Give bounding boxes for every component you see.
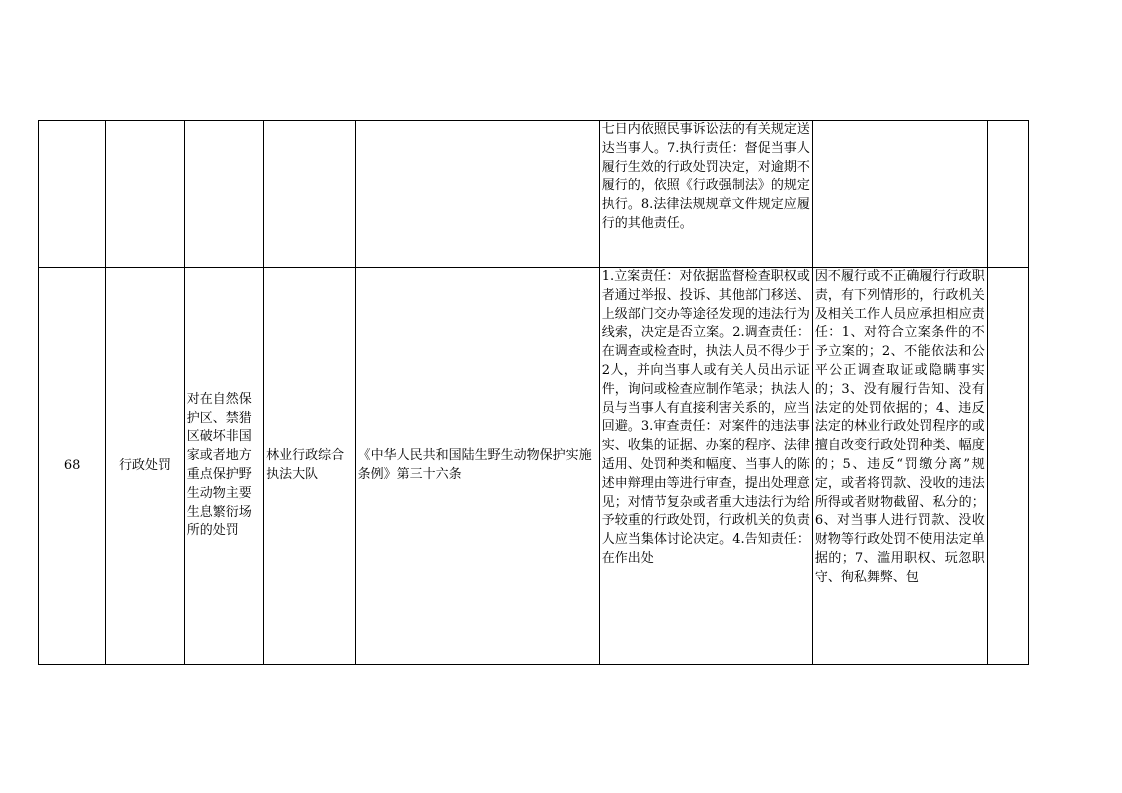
table-row-continuation [39,121,1029,268]
responsibility-list-table [38,120,1029,665]
cell-accountability: 因不履行或不正确履行行政职责，有下列情形的，行政机关及相关工作人员应承担相应责任：1、对符合立案条件的不予立案的；2、不能依法和公平公正调查取证或隐瞒事实的；3、没有履行告知、没有法定的处罚依据的；4、违反法定的林业行政处罚程序的或擅自改变行政处罚种类、幅度的；5、违反“罚缴分离”规定，或者将罚款、没收的违法所得或者财物截留、私分的；6、对当事人进行罚款、没收财物等行政处罚不使用法定单据的；7、滥用职权、玩忽职守、徇私舞弊、包 [812,268,987,665]
table-row-item-68 [39,268,1029,665]
cell-category: 行政处罚 [106,268,184,665]
cell-category [106,121,184,268]
cell-remarks [987,121,1028,268]
cell-responsibilities: 七日内依照民事诉讼法的有关规定送达当事人。7.执行责任：督促当事人履行生效的行政处罚决定，对逾期不履行的，依照《行政强制法》的规定执行。8.法律法规规章文件规定应履行的其他责任。 [599,121,812,268]
cell-legal-basis [355,121,599,268]
cell-number: 68 [39,268,106,665]
cell-number [39,121,106,268]
cell-agency: 林业行政综合执法大队 [264,268,355,665]
cell-remarks [987,268,1028,665]
cell-legal-basis: 《中华人民共和国陆生野生动物保护实施条例》第三十六条 [355,268,599,665]
cell-responsibilities: 1.立案责任：对依据监督检查职权或者通过举报、投诉、其他部门移送、上级部门交办等途径发现的违法行为线索，决定是否立案。2.调查责任：在调查或检查时，执法人员不得少于2人，并向当事人或有关人员出示证件，询问或检查应制作笔录；执法人员与当事人有直接利害关系的，应当回避。3.审查责任：对案件的违法事实、收集的证据、办案的程序、法律适用、处罚种类和幅度、当事人的陈述申辩理由等进行审查，提出处理意见；对情节复杂或者重大违法行为给予较重的行政处罚，行政机关的负责人应当集体讨论决定。4.告知责任：在作出处 [599,268,812,665]
cell-agency [264,121,355,268]
cell-item-name [184,121,263,268]
cell-accountability [812,121,987,268]
cell-item-name: 对在自然保护区、禁猎区破坏非国家或者地方重点保护野生动物主要生息繁衍场所的处罚 [184,268,263,665]
